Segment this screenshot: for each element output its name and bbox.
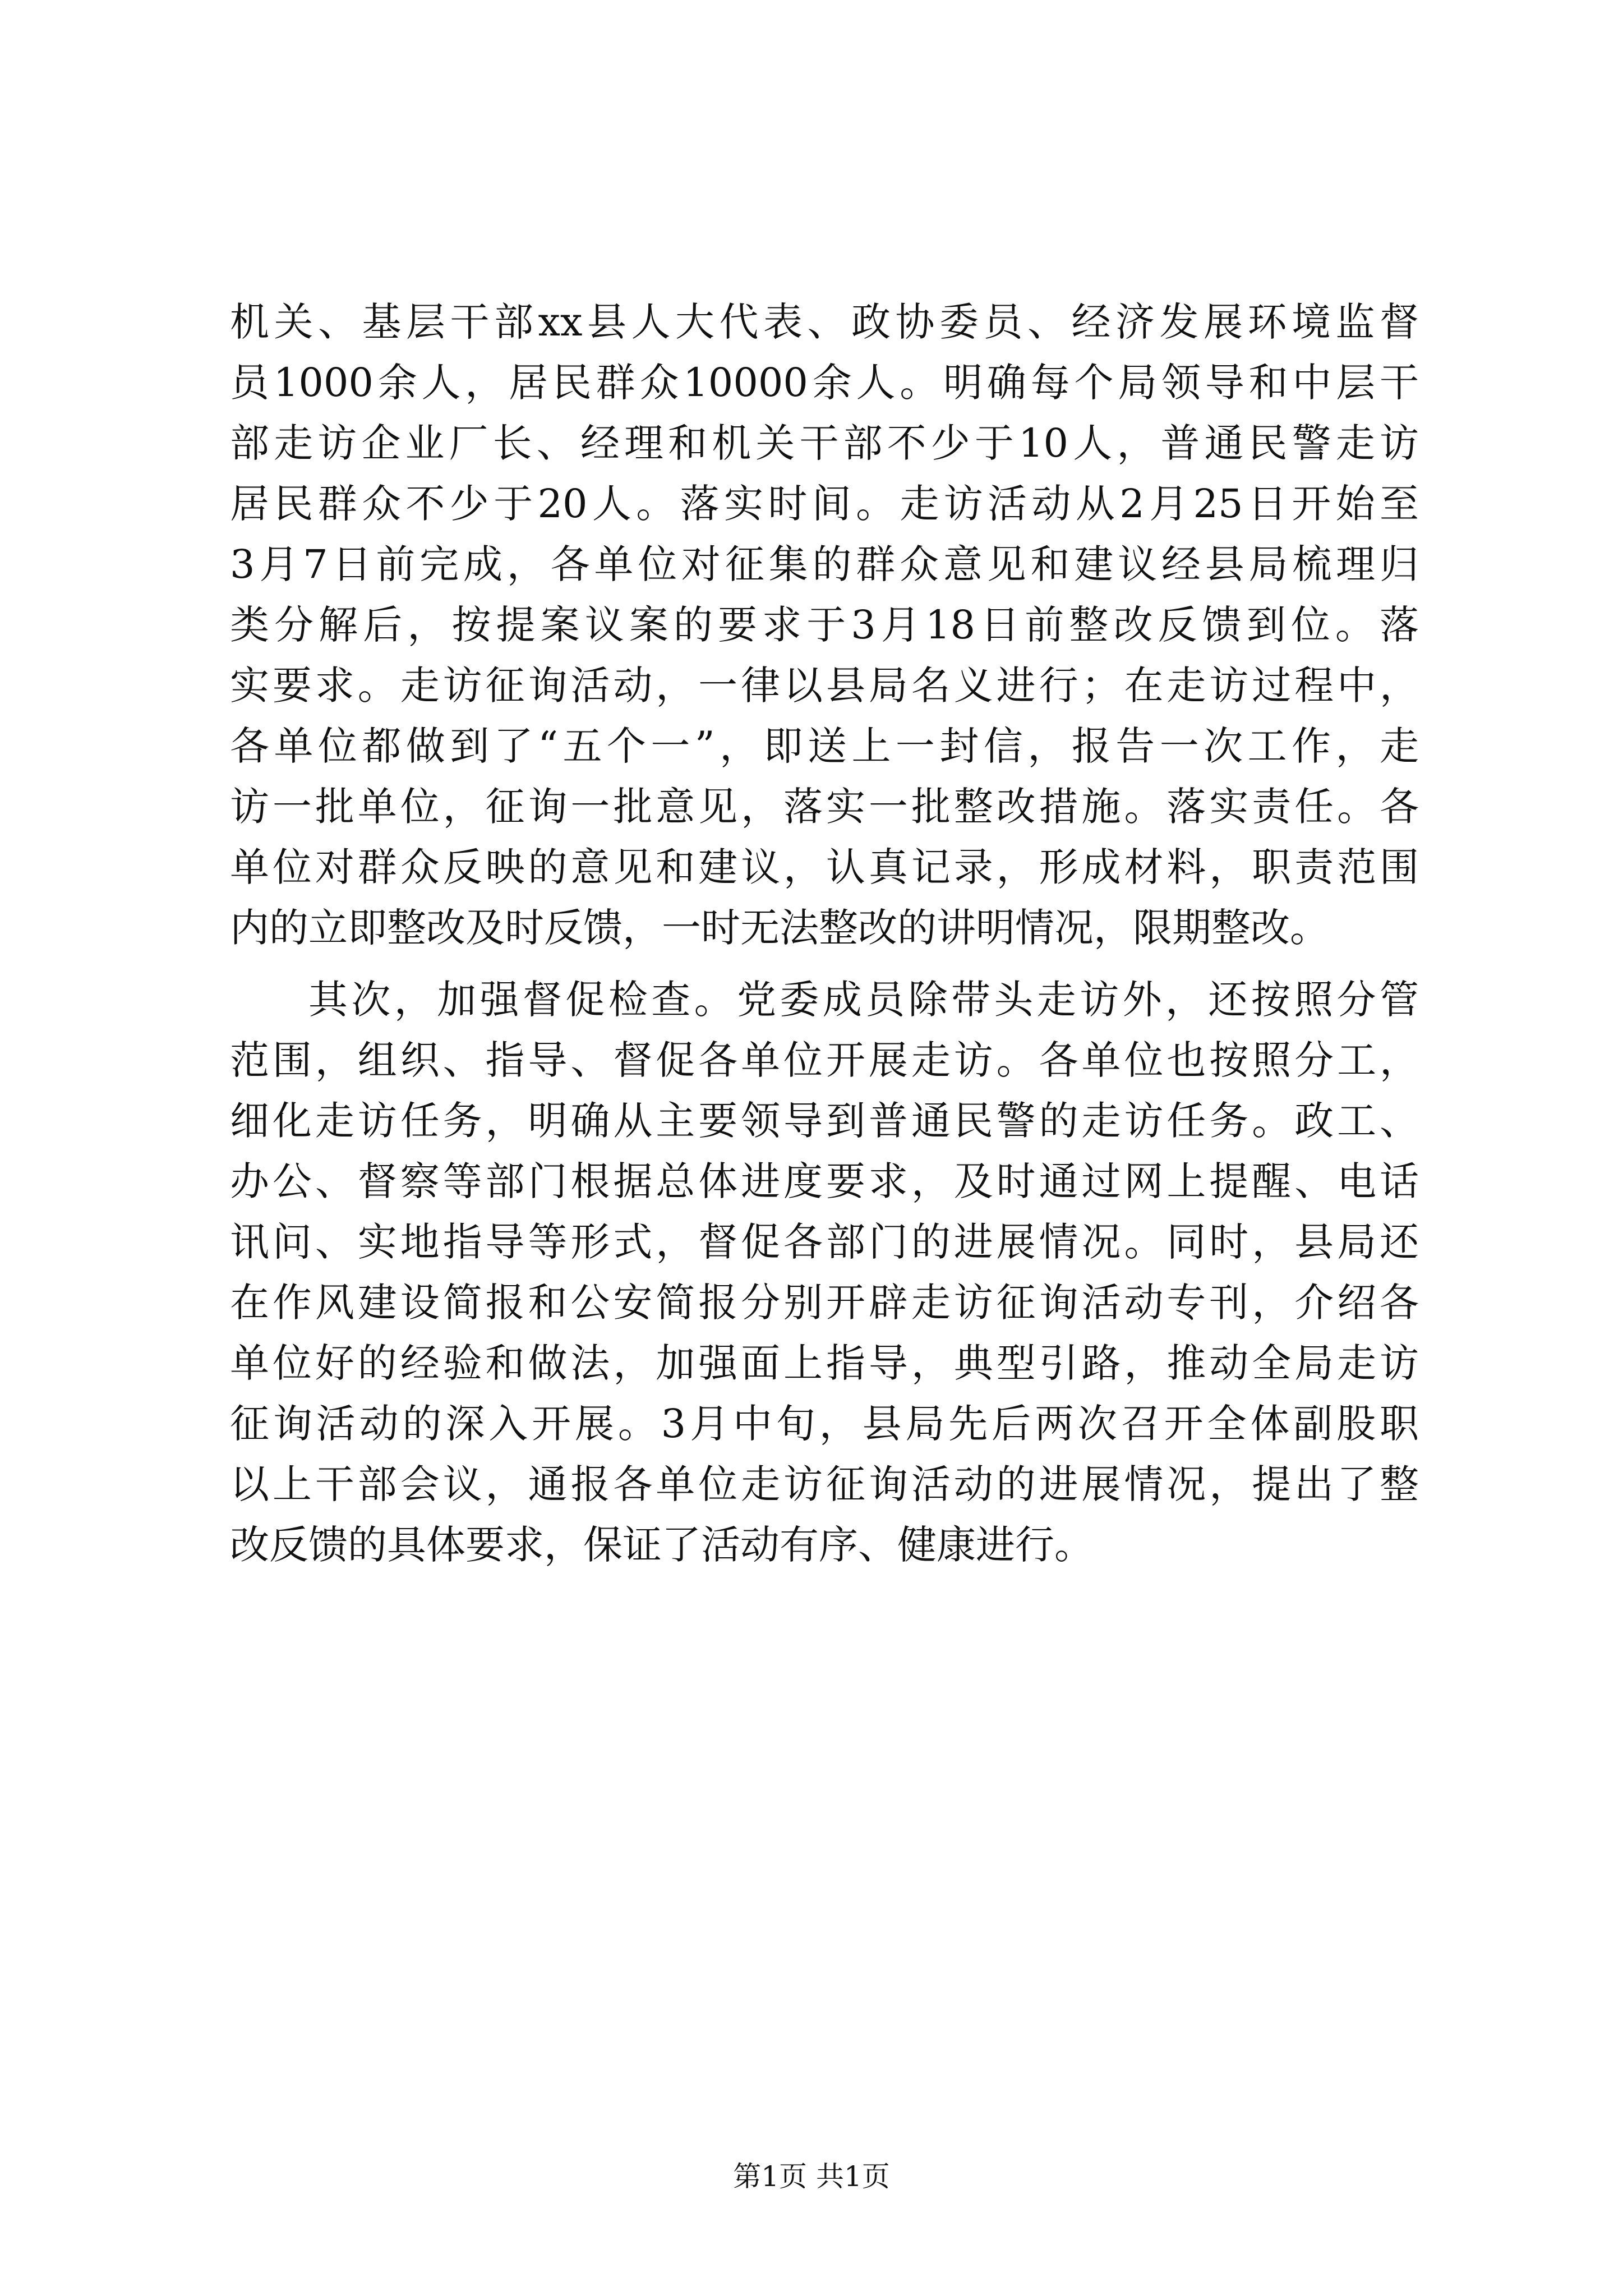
text-line: 细化走访任务，明确从主要领导到普通民警的走访任务。政工、 <box>230 1098 1419 1144</box>
text-line: 其次，加强督促检查。党委成员除带头走访外，还按照分管 <box>308 977 1419 1023</box>
text-line: 讯问、实地指导等形式，督促各部门的进展情况。同时，县局还 <box>230 1219 1419 1265</box>
page-footer <box>0 2160 1623 2193</box>
text-line: 以上干部会议，通报各单位走访征询活动的进展情况，提出了整 <box>230 1461 1419 1507</box>
text-line: 访一批单位，征询一批意见，落实一批整改措施。落实责任。各 <box>230 784 1419 830</box>
text-line: 在作风建设简报和公安简报分别开辟走访征询活动专刊，介绍各 <box>230 1280 1419 1326</box>
text-line: 类分解后，按提案议案的要求于3月18日前整改反馈到位。落 <box>230 602 1419 648</box>
text-line: 单位好的经验和做法，加强面上指导，典型引路，推动全局走访 <box>230 1340 1419 1386</box>
text-line: 3月7日前完成，各单位对征集的群众意见和建议经县局梳理归 <box>230 541 1419 587</box>
text-line: 单位对群众反映的意见和建议，认真记录，形成材料，职责范围 <box>230 844 1419 890</box>
page-number-label: 第1页 共1页 <box>733 2160 890 2193</box>
text-line: 内的立即整改及时反馈，一时无法整改的讲明情况，限期整改。 <box>230 905 1329 951</box>
text-line: 实要求。走访征询活动，一律以县局名义进行；在走访过程中， <box>230 662 1419 708</box>
text-line: 改反馈的具体要求，保证了活动有序、健康进行。 <box>230 1522 1094 1568</box>
text-line: 员1000余人，居民群众10000余人。明确每个局领导和中层干 <box>230 360 1419 406</box>
paragraph-gap <box>230 958 1419 969</box>
text-line: 居民群众不少于20人。落实时间。走访活动从2月25日开始至 <box>230 481 1419 527</box>
paragraph-2 <box>230 969 1419 1575</box>
paragraph-1 <box>230 292 1419 958</box>
text-line: 各单位都做到了“五个一”，即送上一封信，报告一次工作，走 <box>230 723 1419 769</box>
text-line: 机关、基层干部xx县人大代表、政协委员、经济发展环境监督 <box>230 299 1419 345</box>
document-body <box>230 292 1419 1575</box>
text-line: 征询活动的深入开展。3月中旬，县局先后两次召开全体副股职 <box>230 1401 1419 1447</box>
text-line: 范围，组织、指导、督促各单位开展走访。各单位也按照分工， <box>230 1037 1419 1083</box>
text-line: 部走访企业厂长、经理和机关干部不少于10人，普通民警走访 <box>230 420 1419 466</box>
text-line: 办公、督察等部门根据总体进度要求，及时通过网上提醒、电话 <box>230 1158 1419 1204</box>
